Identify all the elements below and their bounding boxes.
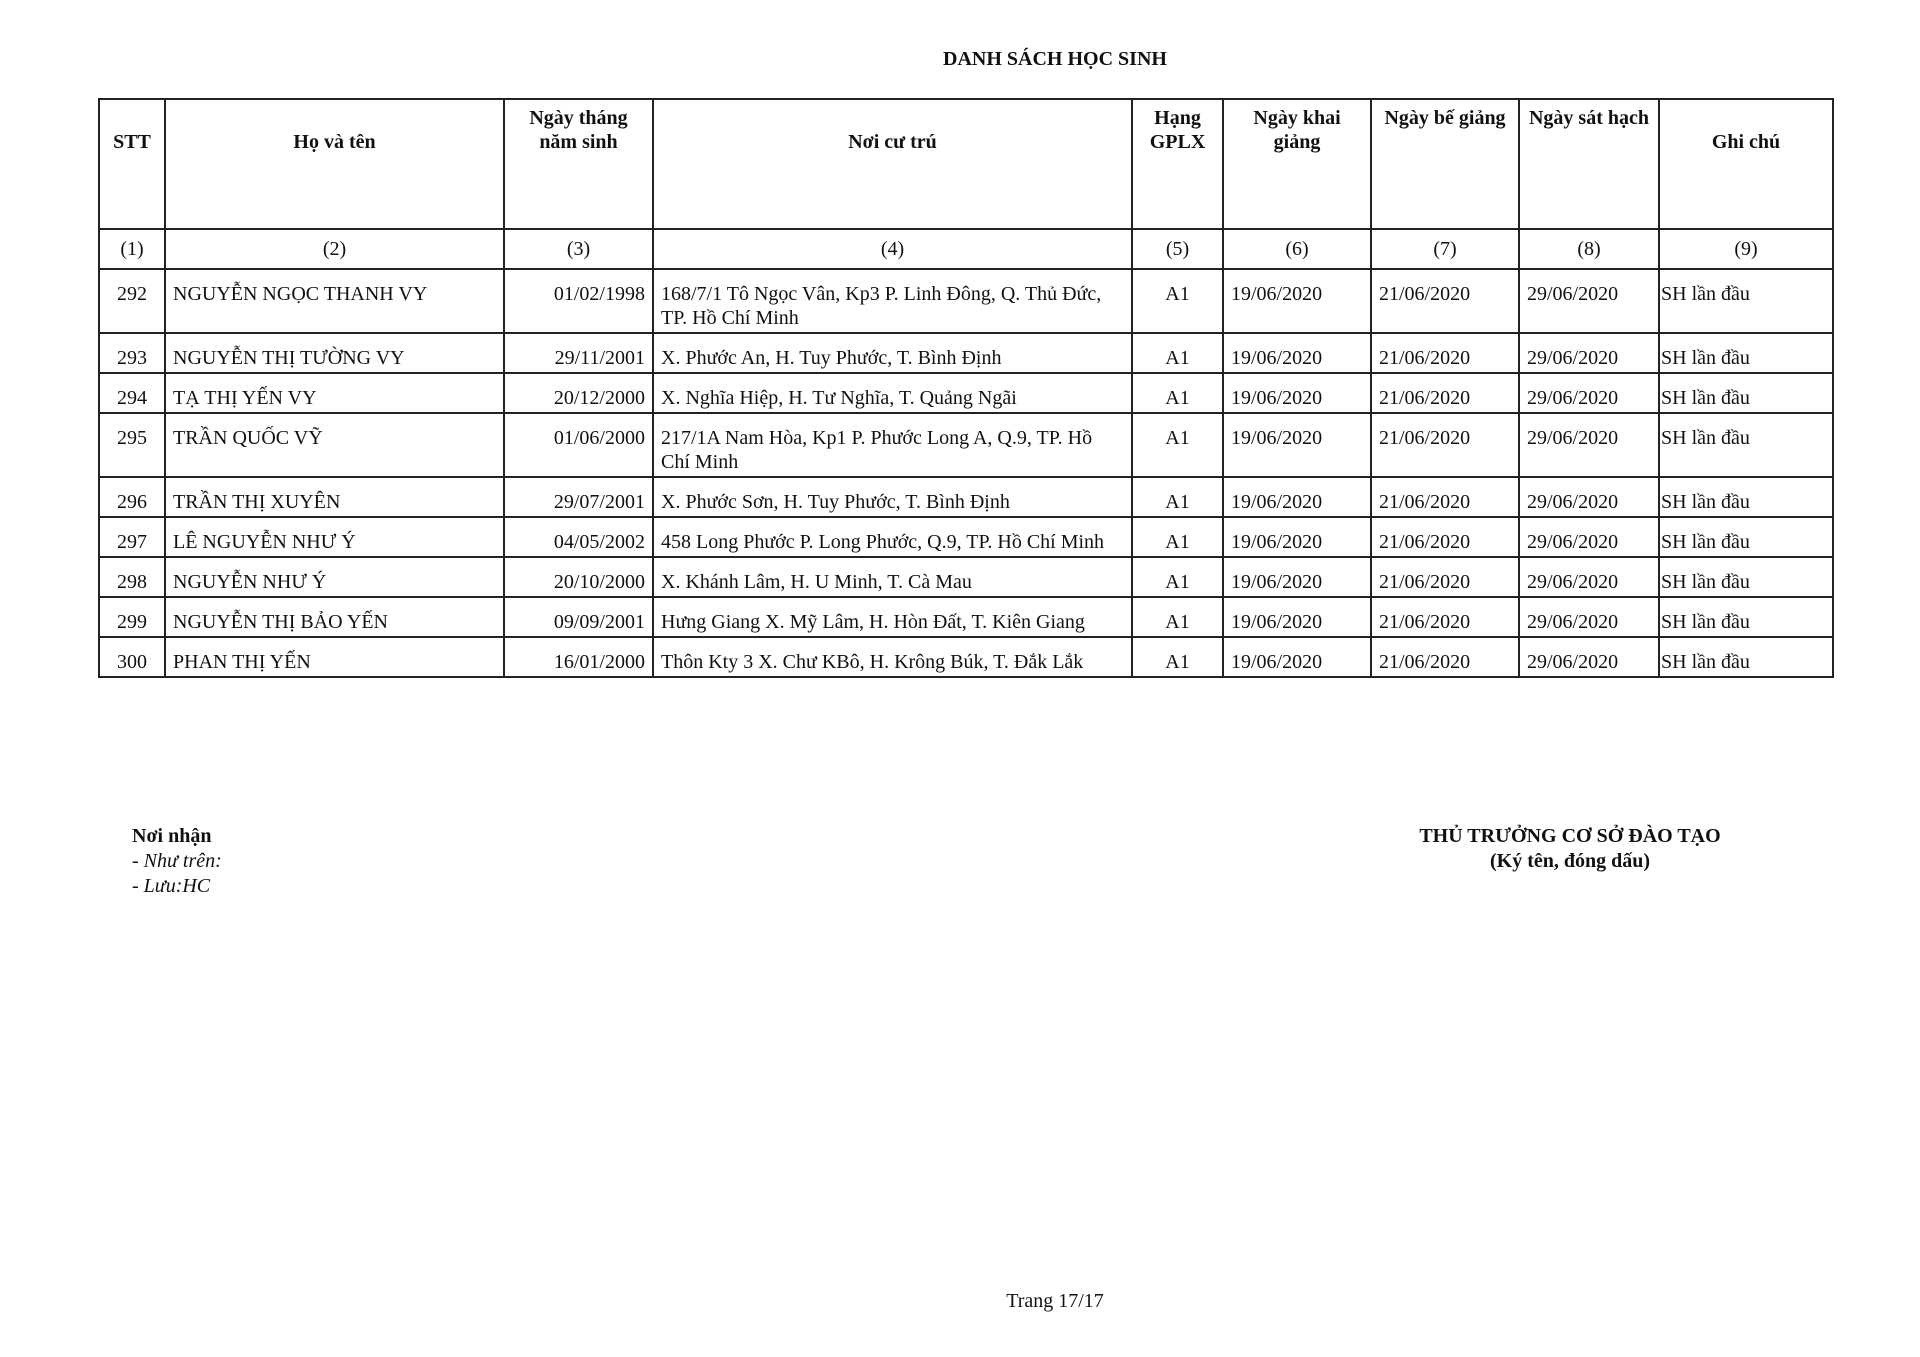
cell-address: X. Phước Sơn, H. Tuy Phước, T. Bình Định: [653, 477, 1132, 517]
cell-stt: 297: [99, 517, 165, 557]
cell-note: SH lần đầu: [1659, 597, 1833, 637]
student-table: [98, 98, 1834, 678]
cell-exam: 29/06/2020: [1519, 269, 1659, 333]
cell-exam: 29/06/2020: [1519, 333, 1659, 373]
cell-address: X. Khánh Lâm, H. U Minh, T. Cà Mau: [653, 557, 1132, 597]
cell-close: 21/06/2020: [1371, 637, 1519, 677]
signature-block: [1380, 824, 1760, 874]
cell-close: 21/06/2020: [1371, 333, 1519, 373]
header-address: Nơi cư trú: [653, 99, 1132, 229]
recipient-item: - Lưu:HC: [132, 875, 211, 897]
header-stt: STT: [99, 99, 165, 229]
header-close: Ngày bế giảng: [1371, 99, 1519, 229]
cell-open: 19/06/2020: [1223, 637, 1371, 677]
table-row: [99, 557, 1833, 597]
cell-gplx: A1: [1132, 637, 1223, 677]
cell-dob: 20/10/2000: [504, 557, 653, 597]
cell-dob: 20/12/2000: [504, 373, 653, 413]
cell-note: SH lần đầu: [1659, 333, 1833, 373]
cell-stt: 292: [99, 269, 165, 333]
cell-address: 168/7/1 Tô Ngọc Vân, Kp3 P. Linh Đông, Q. Thủ Đức, TP. Hồ Chí Minh: [653, 269, 1132, 333]
cell-stt: 299: [99, 597, 165, 637]
cell-close: 21/06/2020: [1371, 477, 1519, 517]
cell-address: 217/1A Nam Hòa, Kp1 P. Phước Long A, Q.9, TP. Hồ Chí Minh: [653, 413, 1132, 477]
table-row: [99, 333, 1833, 373]
cell-close: 21/06/2020: [1371, 413, 1519, 477]
cell-open: 19/06/2020: [1223, 557, 1371, 597]
cell-stt: 298: [99, 557, 165, 597]
cell-address: 458 Long Phước P. Long Phước, Q.9, TP. Hồ Chí Minh: [653, 517, 1132, 557]
cell-dob: 01/06/2000: [504, 413, 653, 477]
cell-close: 21/06/2020: [1371, 557, 1519, 597]
cell-open: 19/06/2020: [1223, 413, 1371, 477]
cell-stt: 296: [99, 477, 165, 517]
header-note: Ghi chú: [1659, 99, 1833, 229]
cell-open: 19/06/2020: [1223, 477, 1371, 517]
header-name: Họ và tên: [165, 99, 504, 229]
cell-open: 19/06/2020: [1223, 269, 1371, 333]
column-number: (1): [99, 229, 165, 269]
cell-stt: 294: [99, 373, 165, 413]
cell-stt: 295: [99, 413, 165, 477]
cell-dob: 09/09/2001: [504, 597, 653, 637]
cell-dob: 29/11/2001: [504, 333, 653, 373]
table-row: [99, 597, 1833, 637]
cell-close: 21/06/2020: [1371, 373, 1519, 413]
cell-name: PHAN THỊ YẾN: [165, 637, 504, 677]
header-exam: Ngày sát hạch: [1519, 99, 1659, 229]
cell-gplx: A1: [1132, 413, 1223, 477]
cell-stt: 293: [99, 333, 165, 373]
cell-gplx: A1: [1132, 557, 1223, 597]
cell-dob: 29/07/2001: [504, 477, 653, 517]
cell-exam: 29/06/2020: [1519, 557, 1659, 597]
cell-exam: 29/06/2020: [1519, 517, 1659, 557]
cell-note: SH lần đầu: [1659, 637, 1833, 677]
column-number-row: [99, 229, 1833, 269]
cell-gplx: A1: [1132, 517, 1223, 557]
header-open: Ngày khai giảng: [1223, 99, 1371, 229]
cell-dob: 04/05/2002: [504, 517, 653, 557]
cell-name: TẠ THỊ YẾN VY: [165, 373, 504, 413]
column-number: (5): [1132, 229, 1223, 269]
cell-note: SH lần đầu: [1659, 373, 1833, 413]
recipient-item: - Như trên:: [132, 850, 222, 872]
column-number: (4): [653, 229, 1132, 269]
table-row: [99, 517, 1833, 557]
document-title: DANH SÁCH HỌC SINH: [943, 48, 1167, 70]
cell-address: X. Nghĩa Hiệp, H. Tư Nghĩa, T. Quảng Ngãi: [653, 373, 1132, 413]
cell-gplx: A1: [1132, 373, 1223, 413]
cell-note: SH lần đầu: [1659, 517, 1833, 557]
table-row: [99, 413, 1833, 477]
header-dob: Ngày tháng năm sinh: [504, 99, 653, 229]
column-number: (7): [1371, 229, 1519, 269]
table-row: [99, 269, 1833, 333]
cell-exam: 29/06/2020: [1519, 637, 1659, 677]
cell-open: 19/06/2020: [1223, 333, 1371, 373]
cell-dob: 16/01/2000: [504, 637, 653, 677]
cell-name: TRẦN QUỐC VỸ: [165, 413, 504, 477]
cell-open: 19/06/2020: [1223, 373, 1371, 413]
cell-address: Hưng Giang X. Mỹ Lâm, H. Hòn Đất, T. Kiên Giang: [653, 597, 1132, 637]
cell-note: SH lần đầu: [1659, 269, 1833, 333]
cell-dob: 01/02/1998: [504, 269, 653, 333]
signature-title: THỦ TRƯỞNG CƠ SỞ ĐÀO TẠO: [1419, 825, 1721, 847]
cell-close: 21/06/2020: [1371, 269, 1519, 333]
table-row: [99, 477, 1833, 517]
cell-address: X. Phước An, H. Tuy Phước, T. Bình Định: [653, 333, 1132, 373]
column-number: (6): [1223, 229, 1371, 269]
recipients-heading: Nơi nhận: [132, 825, 212, 847]
cell-name: NGUYỄN NGỌC THANH VY: [165, 269, 504, 333]
header-gplx: Hạng GPLX: [1132, 99, 1223, 229]
cell-exam: 29/06/2020: [1519, 373, 1659, 413]
cell-name: NGUYỄN NHƯ Ý: [165, 557, 504, 597]
cell-exam: 29/06/2020: [1519, 597, 1659, 637]
cell-exam: 29/06/2020: [1519, 477, 1659, 517]
cell-name: LÊ NGUYỄN NHƯ Ý: [165, 517, 504, 557]
cell-gplx: A1: [1132, 597, 1223, 637]
recipients-block: [132, 824, 222, 899]
cell-gplx: A1: [1132, 269, 1223, 333]
cell-open: 19/06/2020: [1223, 597, 1371, 637]
cell-stt: 300: [99, 637, 165, 677]
signature-subtitle: (Ký tên, đóng dấu): [1489, 850, 1651, 872]
cell-name: TRẦN THỊ XUYÊN: [165, 477, 504, 517]
table-row: [99, 637, 1833, 677]
cell-name: NGUYỄN THỊ BẢO YẾN: [165, 597, 504, 637]
cell-close: 21/06/2020: [1371, 517, 1519, 557]
cell-note: SH lần đầu: [1659, 557, 1833, 597]
cell-open: 19/06/2020: [1223, 517, 1371, 557]
table-row: [99, 373, 1833, 413]
column-number: (2): [165, 229, 504, 269]
cell-gplx: A1: [1132, 333, 1223, 373]
column-number: (9): [1659, 229, 1833, 269]
cell-gplx: A1: [1132, 477, 1223, 517]
cell-close: 21/06/2020: [1371, 597, 1519, 637]
column-number: (8): [1519, 229, 1659, 269]
cell-exam: 29/06/2020: [1519, 413, 1659, 477]
cell-name: NGUYỄN THỊ TƯỜNG VY: [165, 333, 504, 373]
cell-address: Thôn Kty 3 X. Chư KBô, H. Krông Búk, T. Đắk Lắk: [653, 637, 1132, 677]
cell-note: SH lần đầu: [1659, 413, 1833, 477]
header-row: [99, 99, 1833, 229]
page-number: Trang 17/17: [1006, 1290, 1104, 1312]
column-number: (3): [504, 229, 653, 269]
cell-note: SH lần đầu: [1659, 477, 1833, 517]
